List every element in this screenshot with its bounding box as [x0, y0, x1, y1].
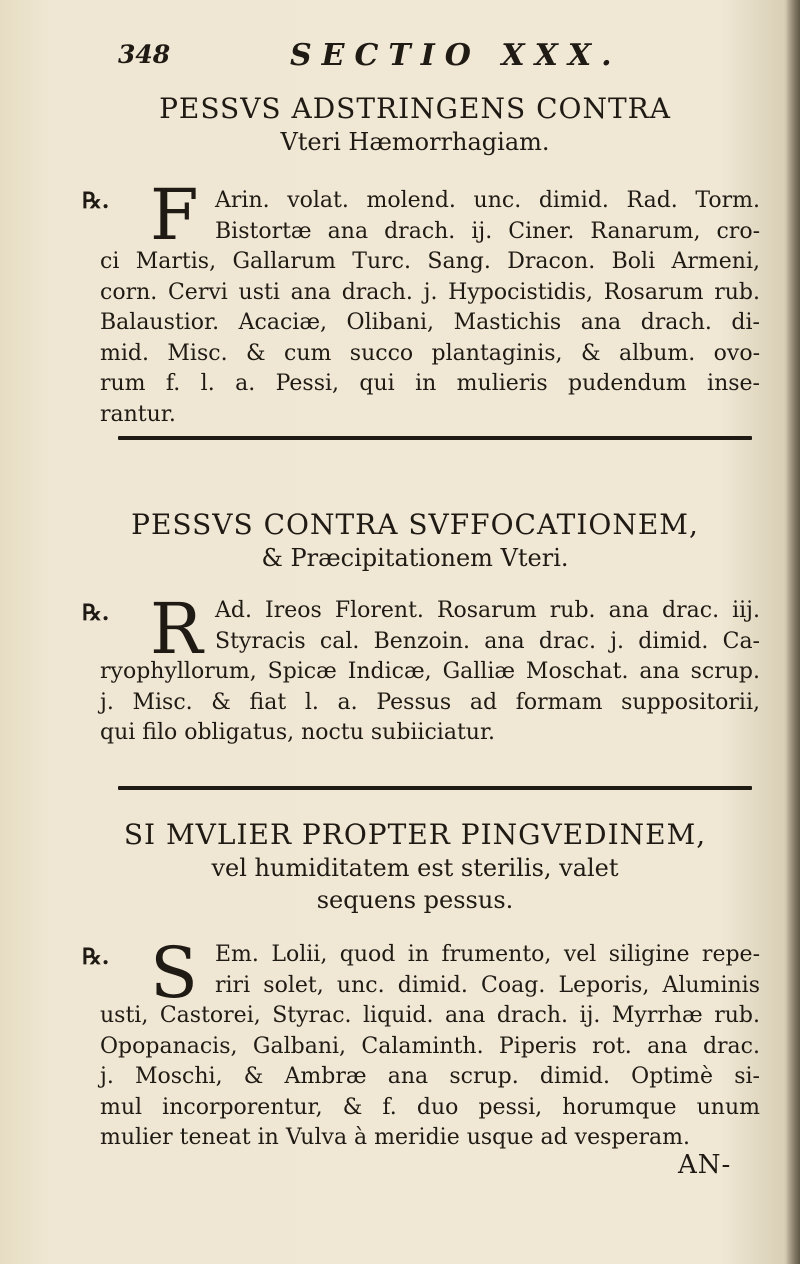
divider-rule: [118, 786, 752, 790]
text-line: Bistortæ ana drach. ij. Ciner. Ranarum, cro-: [215, 218, 760, 244]
dropcap-3: S: [150, 932, 198, 1014]
page-edge-shadow: [786, 0, 800, 1264]
section1-heading: [90, 92, 740, 158]
section2-heading: [90, 508, 740, 574]
text-line: ryophyllorum, Spicæ Indicæ, Galliæ Moschat. ana scrup.: [100, 659, 760, 684]
text-line: Styracis cal. Benzoin. ana drac. j. dimid. Ca-: [215, 628, 760, 654]
text-line: qui filo obligatus, noctu subiiciatur.: [100, 720, 496, 745]
text-line: Ad. Ireos Florent. Rosarum rub. ana drac. iij.: [215, 598, 760, 623]
section2-title: PESSVS CONTRA SVFFOCATIONEM,: [131, 508, 699, 541]
text-line: mul incorporentur, & f. duo pessi, horumque unum: [100, 1094, 760, 1120]
text-line: rum f. l. a. Pessi, qui in mulieris pudendum inse-: [100, 371, 760, 396]
section3-subtitle: vel humiditatem est sterilis, valet: [211, 854, 619, 882]
section1-subtitle: Vteri Hæmorrhagiam.: [280, 128, 550, 156]
catchword: AN-: [678, 1150, 732, 1180]
section3-text: [100, 932, 760, 1154]
dropcap-1: F: [150, 174, 199, 256]
section3-subtitle: sequens pessus.: [316, 886, 514, 914]
text-line: Em. Lolii, quod in frumento, vel siligine repe-: [215, 942, 760, 967]
text-line: j. Moschi, & Ambræ ana scrup. dimid. Optimè si-: [100, 1064, 760, 1089]
text-line: ci Martis, Gallarum Turc. Sang. Dracon. Boli Armeni,: [100, 249, 760, 274]
text-line: Arin. volat. molend. unc. dimid. Rad. Torm.: [215, 188, 760, 213]
page-number: 348: [118, 40, 171, 69]
text-line: usti, Castorei, Styrac. liquid. ana drach. ij. Myrrhæ rub.: [100, 1003, 760, 1028]
recipe-sign-1: ℞.: [82, 188, 110, 214]
text-line: mulier teneat in Vulva à meridie usque ad vesperam.: [100, 1125, 690, 1150]
text-line: rantur.: [100, 401, 176, 427]
section2-subtitle: & Præcipitationem Vteri.: [261, 544, 569, 572]
divider-rule: [118, 436, 752, 440]
section3-title: SI MVLIER PROPTER PINGVEDINEM,: [123, 818, 707, 851]
text-line: corn. Cervi usti ana drach. j. Hypocistidis, Rosarum rub.: [100, 279, 760, 305]
text-line: mid. Misc. & cum succo plantaginis, & album. ovo-: [100, 340, 760, 366]
recipe-sign-2: ℞.: [82, 600, 110, 626]
section-header: SECTIO XXX.: [290, 38, 622, 73]
dropcap-2: R: [150, 588, 203, 670]
section2-text: [100, 588, 760, 749]
text-line: Balaustior. Acaciæ, Olibani, Mastichis ana drach. di-: [100, 310, 760, 335]
text-line: riri solet, unc. dimid. Coag. Leporis, Aluminis: [215, 972, 760, 998]
text-line: j. Misc. & fiat l. a. Pessus ad formam suppositorii,: [100, 689, 760, 715]
section1-title: PESSVS ADSTRINGENS CONTRA: [159, 92, 671, 125]
section3-heading: [90, 818, 740, 916]
recipe-sign-3: ℞.: [82, 944, 110, 970]
section1-text: [100, 186, 760, 430]
running-head: [118, 38, 678, 78]
text-line: Opopanacis, Galbani, Calaminth. Piperis rot. ana drac.: [100, 1033, 760, 1059]
